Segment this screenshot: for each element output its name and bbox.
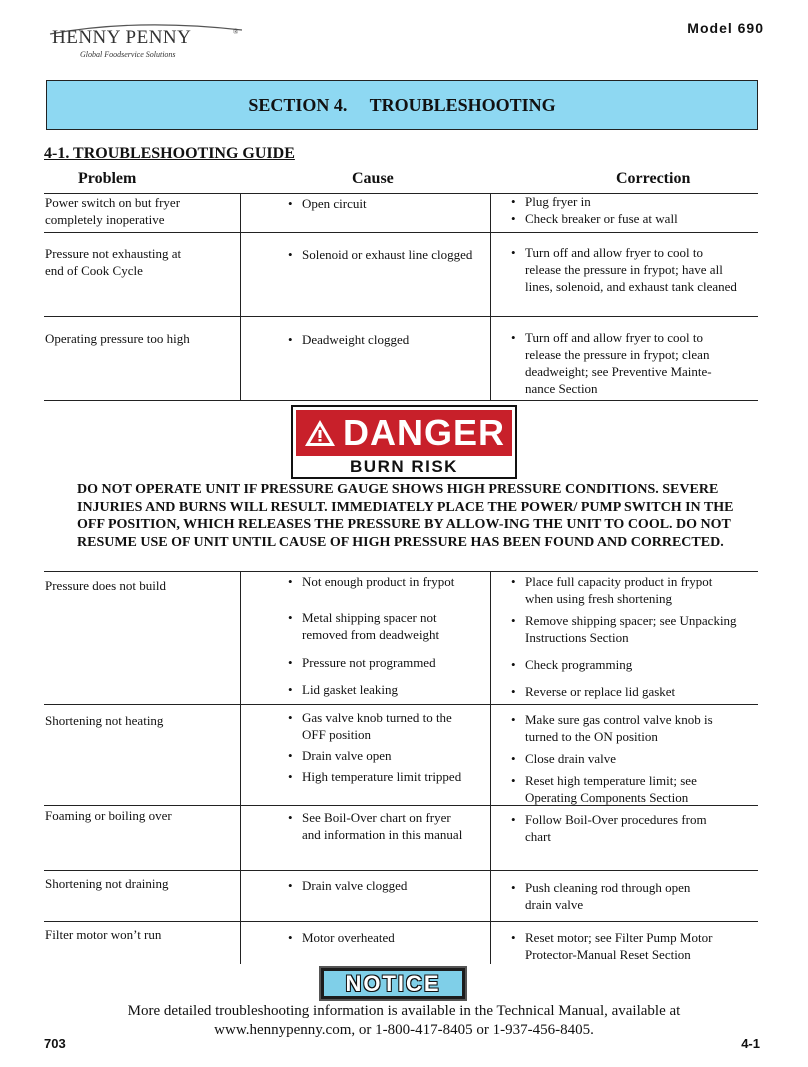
document-code: 703 bbox=[44, 1036, 66, 1051]
cause-item: • Drain valve clogged bbox=[288, 877, 493, 894]
cause-item: • See Boil-Over chart on fryer and information in this manual bbox=[288, 809, 468, 843]
correction-item: • Check programming bbox=[511, 656, 756, 673]
correction-item: • Turn off and allow fryer to cool to release the pressure in frypot; have all lines, solenoid, and exhaust tank cleaned bbox=[511, 244, 741, 295]
cause-item: • Pressure not programmed bbox=[288, 654, 468, 671]
section-banner bbox=[46, 80, 758, 130]
page-number: 4-1 bbox=[741, 1036, 760, 1051]
model-label: Model 690 bbox=[687, 20, 764, 36]
registered-mark: ® bbox=[233, 28, 239, 36]
correction-cell bbox=[511, 929, 743, 963]
correction-item: • Plug fryer in bbox=[511, 193, 756, 210]
correction-item: • Follow Boil-Over procedures from chart bbox=[511, 811, 731, 845]
table-rule bbox=[44, 921, 758, 922]
table-rule bbox=[44, 316, 758, 317]
cause-cell bbox=[288, 246, 493, 263]
table-rule bbox=[44, 232, 758, 233]
cause-item: • Deadweight clogged bbox=[288, 331, 493, 348]
brand-name: HENNY PENNY bbox=[52, 27, 192, 48]
cause-cell bbox=[288, 195, 493, 212]
correction-item: • Remove shipping spacer; see Unpacking Instructions Section bbox=[511, 612, 756, 646]
correction-item: • Reset high temperature limit; see Operating Components Section bbox=[511, 772, 743, 806]
cause-cell bbox=[288, 877, 493, 894]
notice-sign bbox=[319, 966, 467, 1001]
danger-subtitle: BURN RISK bbox=[350, 457, 458, 476]
cause-item: • Drain valve open bbox=[288, 747, 478, 764]
cause-item: • Metal shipping spacer not removed from deadweight bbox=[288, 609, 468, 643]
correction-cell bbox=[511, 193, 756, 227]
column-divider bbox=[490, 193, 491, 400]
problem-cell: Shortening not heating bbox=[45, 713, 164, 728]
column-header-problem: Problem bbox=[78, 170, 137, 187]
table-rule bbox=[44, 704, 758, 705]
correction-item: • Make sure gas control valve knob is turned to the ON position bbox=[511, 711, 743, 745]
correction-item: • Reverse or replace lid gasket bbox=[511, 683, 756, 700]
cause-item: • Motor overheated bbox=[288, 929, 493, 946]
notice-label: NOTICE bbox=[345, 970, 441, 996]
danger-title: DANGER bbox=[342, 412, 505, 453]
correction-item: • Place full capacity product in frypot when using fresh shortening bbox=[511, 573, 739, 607]
problem-cell: Pressure not exhausting at end of Cook Cycle bbox=[45, 246, 182, 278]
column-divider bbox=[240, 571, 241, 964]
cause-cell bbox=[288, 573, 468, 698]
correction-item: • Check breaker or fuse at wall bbox=[511, 210, 756, 227]
correction-cell bbox=[511, 573, 756, 700]
cause-item: • Not enough product in frypot bbox=[288, 573, 468, 590]
correction-cell bbox=[511, 811, 731, 845]
problem-cell: Pressure does not build bbox=[45, 578, 166, 593]
column-divider bbox=[240, 193, 241, 400]
correction-item: • Turn off and allow fryer to cool to release the pressure in frypot; clean deadweight; see Preventive Mainte-nance Section bbox=[511, 329, 741, 397]
notice-text: More detailed troubleshooting information is available in the Technical Manual, available at www.hennypenny.com, or 1-800-417-8405 or 1-937-456-8405. bbox=[127, 1003, 681, 1038]
cause-item: • Lid gasket leaking bbox=[288, 681, 468, 698]
cause-cell bbox=[288, 709, 478, 785]
cause-cell bbox=[288, 809, 468, 843]
table-rule bbox=[44, 571, 758, 572]
correction-item: • Close drain valve bbox=[511, 750, 743, 767]
correction-item: • Push cleaning rod through open drain valve bbox=[511, 879, 716, 913]
correction-cell bbox=[511, 879, 716, 913]
correction-cell bbox=[511, 244, 741, 295]
problem-cell: Power switch on but fryer completely inoperative bbox=[45, 195, 181, 227]
column-header-correction: Correction bbox=[616, 170, 691, 187]
problem-cell: Foaming or boiling over bbox=[45, 808, 172, 823]
cause-item: • High temperature limit tripped bbox=[288, 768, 478, 785]
table-rule bbox=[44, 400, 758, 401]
correction-cell bbox=[511, 711, 743, 806]
cause-cell bbox=[288, 929, 493, 946]
correction-item: • Reset motor; see Filter Pump Motor Protector-Manual Reset Section bbox=[511, 929, 743, 963]
danger-warning-text: DO NOT OPERATE UNIT IF PRESSURE GAUGE SHOWS HIGH PRESSURE CONDITIONS. SEVERE INJURIES AND BURNS WILL RESULT. IMMEDIATELY PLACE THE POWER/ PUMP SWITCH IN THE OFF POSITION, WHICH RELEASES THE PRESSURE BY ALLOW-ING THE UNIT TO COOL. DO NOT RESUME USE OF UNIT UNTIL CAUSE OF HIGH PRESSURE HAS BEEN FOUND AND CORRECTED. bbox=[77, 482, 734, 550]
cause-item: • Gas valve knob turned to the OFF position bbox=[288, 709, 478, 743]
column-divider bbox=[490, 571, 491, 964]
problem-cell: Operating pressure too high bbox=[45, 331, 190, 346]
cause-item: • Open circuit bbox=[288, 195, 493, 212]
brand-logo bbox=[46, 20, 239, 64]
brand-tagline: Global Foodservice Solutions bbox=[80, 50, 176, 59]
danger-sign bbox=[291, 405, 517, 479]
column-header-cause: Cause bbox=[352, 170, 394, 187]
table-rule bbox=[44, 870, 758, 871]
guide-title: 4-1. TROUBLESHOOTING GUIDE bbox=[44, 145, 295, 162]
warning-triangle-icon bbox=[303, 418, 337, 448]
section-title: SECTION 4. TROUBLESHOOTING bbox=[248, 94, 556, 115]
correction-cell bbox=[511, 329, 741, 397]
cause-item: • Solenoid or exhaust line clogged bbox=[288, 246, 493, 263]
problem-cell: Filter motor won’t run bbox=[45, 927, 162, 942]
problem-cell: Shortening not draining bbox=[45, 876, 169, 891]
cause-cell bbox=[288, 331, 493, 348]
